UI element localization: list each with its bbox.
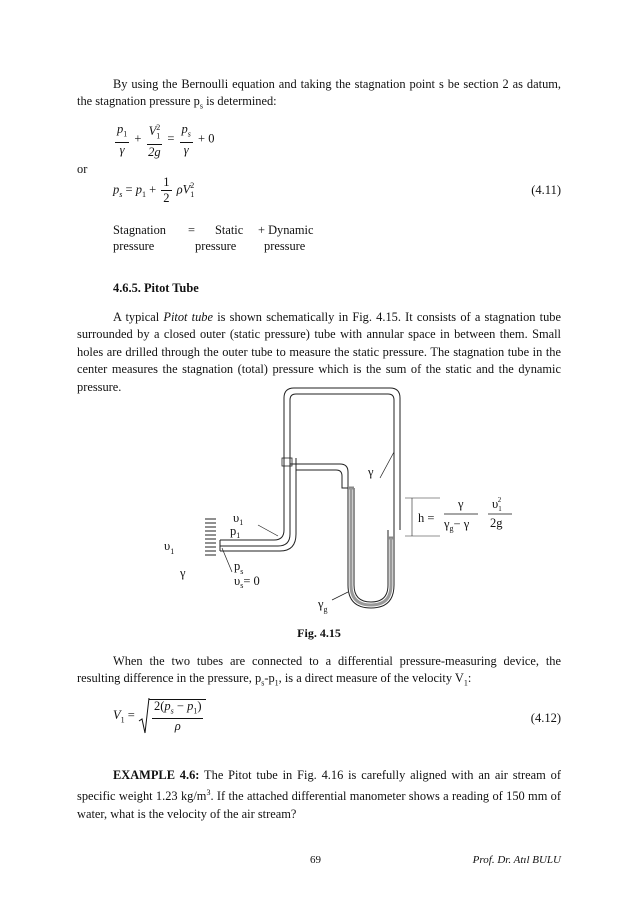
svg-text:h =: h = [418, 511, 435, 525]
equation-number-4-12: (4.12) [530, 711, 561, 725]
svg-text:υ12: $\upsilon_12$ [492, 496, 502, 513]
pitot-paragraph: A typical Pitot tube is shown schematically in Fig. 4.15. It consists of a stagnation tube surrounded by a closed outer (static pressure) tube with annular space in between them. Small holes are drilled through the outer tube to measure the static pressure. The stagnation tube in the center measures the stagnation (total) pressure which is the sum of the static and the dynamic pressure. [77, 310, 561, 394]
bernoulli-equation: $\frac{p_1}{\gamma}$ + $\frac{V_1^2}{2g}$ = $\frac{p_s}{\gamma}$ + 0 [117, 122, 215, 159]
svg-text:γ: γ [368, 465, 374, 479]
footer-author: Prof. Dr. Atıl BULU [472, 854, 561, 866]
svg-text:γ: γ [458, 497, 464, 511]
equation-number-4-11: (4.11) [531, 183, 561, 197]
svg-text:υs= 0: $\upsilon_s= 0$ [234, 574, 260, 590]
svg-text:υ1: $\upsilon_1$ [233, 511, 244, 527]
svg-text:p1: $p_1$ [230, 524, 241, 540]
svg-text:γg− γ: $\gamma_g- \gamma$ [444, 517, 470, 533]
svg-text:υ1: $\upsilon_1$ [164, 539, 175, 556]
stagnation-pressure-equation: $p_s = p_1$ + $\frac{1}{2}$ $\rho V_1^2$ [113, 175, 195, 205]
svg-text:γ: γ [180, 566, 186, 580]
section-title: 4.6.5. Pitot Tube [113, 281, 199, 295]
velocity-equation: $V_1$ = $\frac{2(p_s - p_1)}{\rho}$ [113, 697, 208, 735]
intro-paragraph: By using the Bernoulli equation and taking the stagnation point s be section 2 as datum, the stagnation pressure $p_s$ is determined: [77, 77, 561, 111]
or-label: or [77, 162, 88, 176]
manometer-paragraph: When the two tubes are connected to a differential pressure-measuring device, the resulting difference in the pressure, $p_s-p_1$, is a direct measure of the velocity $V_1$: [77, 654, 561, 688]
page: By using the Bernoulli equation and taking the stagnation point s be section 2 as datum, the stagnation pressure $p_s$ is determined: $\frac{p_1}{\gamma}$ + $\frac{V_1^2}{2g}$ = $\frac{p_s}{\gamma}$ + 0 or $p_s = p_1$ + $\frac{1}{2}$ $\rho V_1^2$ (4.11) Stagnation = Static + Dynamic pressure pressure pressure 4.6.5. Pitot Tube A typical Pitot tube is shown schematically in Fig. 4.15. It consists of a stagnation tube surrounded by a closed outer (static pressure) tube with annular space in between them. Small holes are drilled through the outer tube to measure the static pressure. The stagnation tube in the center measures the stagnation (total) pressure which is the sum of the static and the dynamic pressure. γ $\gamma_g$ $\upsilon_1$ $p_1$ $\upsilon_1$ γ $p_s$ $\upsilon_s= 0$ h = γ $\gamma_g- \gamma$ $\upsilon_12$ 2g Fig. 4.15 When the two tubes are connected to a differential pressure-measuring device, the resulting difference in the pressure, $p_s-p_1$, is a direct measure of the velocity $V_1$: $V_1$ = $\frac{2(p_s - p_1)}{\rho}$ (4.12) EXAMPLE 4.6: The Pitot tube in Fig. 4.16 is carefully aligned with an air stream of specific weight 1.23 $kg/m^3$. If the attached differential manometer shows a reading of 150 mm of water, what is the velocity of the air stream? 69 Prof. Dr. Atıl BULU [0, 0, 638, 903]
svg-text:ps: $p_s$ [234, 559, 244, 576]
pitot-tube-figure [150, 380, 530, 618]
svg-text:2g: 2g [490, 516, 503, 530]
flow-arrows [205, 519, 216, 555]
page-number: 69 [310, 854, 321, 866]
svg-text:γg: $\gamma_g$ [318, 597, 328, 614]
example-paragraph: EXAMPLE 4.6: The Pitot tube in Fig. 4.16 is carefully aligned with an air stream of specific weight 1.23 $kg/m^3$. If the attached differential manometer shows a reading of 150 mm of water, what is the velocity of the air stream? [77, 768, 561, 821]
figure-caption: Fig. 4.15 [297, 626, 341, 640]
